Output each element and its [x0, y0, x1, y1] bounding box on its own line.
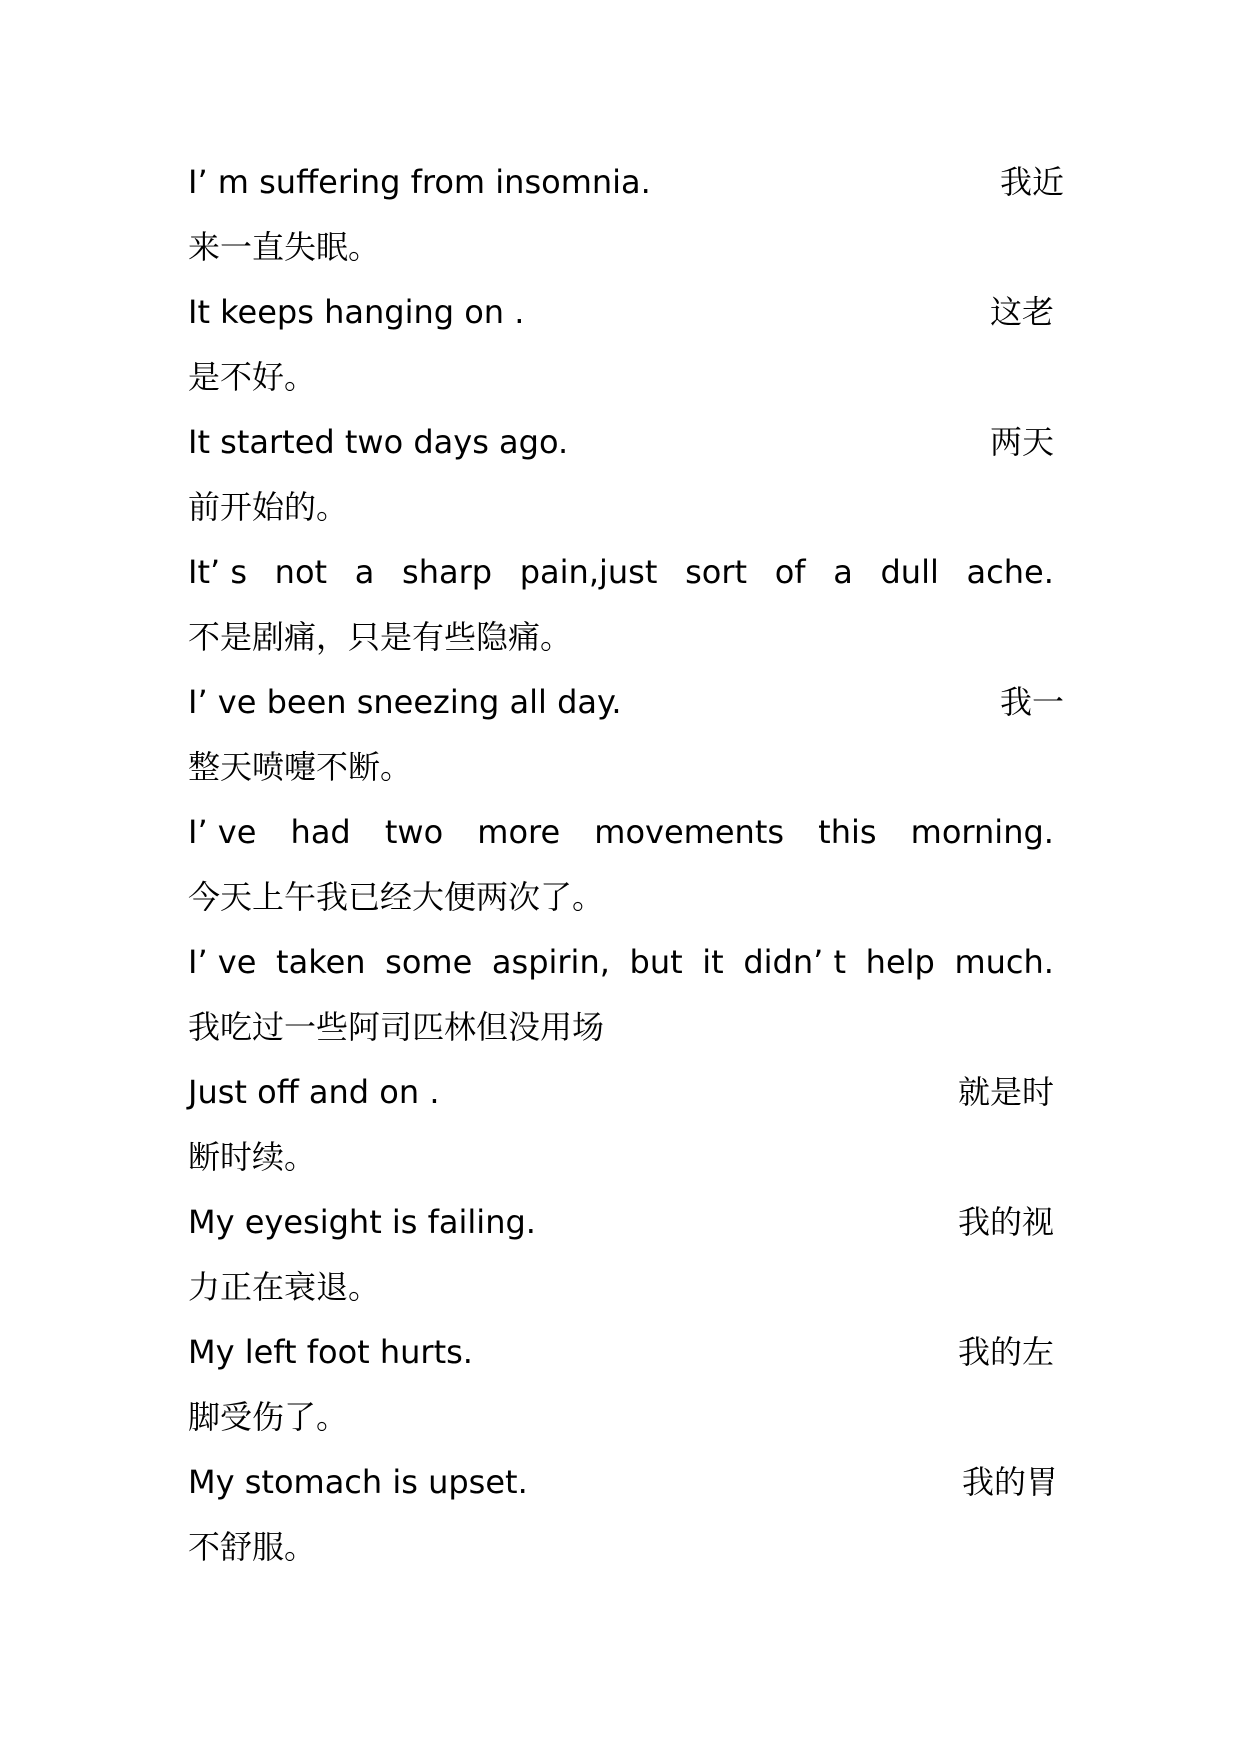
entry-8-line-2 — [188, 1125, 1054, 1190]
entry-7-line-1 — [188, 930, 1054, 995]
entry-6-word: movements — [594, 813, 785, 851]
entry-9-chinese-tail: 力正在衰退。 — [188, 1268, 381, 1306]
entry-6-line-1 — [188, 800, 1054, 865]
entry-10-line-1 — [188, 1320, 1054, 1385]
entry-4-word: sort — [685, 553, 748, 591]
entry-10-line-2 — [188, 1385, 1054, 1450]
entry-4-chinese: 不是剧痛，只是有些隐痛。 — [188, 618, 573, 656]
entry-2-chinese-head: 这老 — [989, 293, 1054, 331]
entry-8-line-1 — [188, 1060, 1054, 1125]
entry-1-english: I’ m suffering from insomnia. — [188, 163, 651, 201]
entry-7-line-2 — [188, 995, 1054, 1060]
entry-7-word: help — [865, 943, 935, 981]
entry-11-line-1 — [188, 1450, 1058, 1515]
entry-9-line-1 — [188, 1190, 1054, 1255]
entry-10-english: My left foot hurts. — [188, 1333, 473, 1371]
entry-5-chinese-head: 我一 — [999, 683, 1064, 721]
entry-3-chinese-head: 两天 — [989, 423, 1054, 461]
entry-4-word: It’ s — [188, 553, 247, 591]
entry-4-word: sharp — [402, 553, 493, 591]
entry-6-chinese: 今天上午我已经大便两次了。 — [188, 878, 605, 916]
entry-4-line-1 — [188, 540, 1054, 605]
entry-3-line-2 — [188, 475, 1054, 540]
entry-5-english: I’ ve been sneezing all day. — [188, 683, 622, 721]
entry-4-word: ache. — [966, 553, 1054, 591]
entry-6-word: had — [290, 813, 351, 851]
entry-4-word: a — [833, 553, 853, 591]
entry-5-line-2 — [188, 735, 1054, 800]
entry-5-line-1 — [188, 670, 1064, 735]
entry-1-line-1 — [188, 150, 1064, 215]
entry-6-word: this — [818, 813, 877, 851]
entry-1-line-2 — [188, 215, 1054, 280]
entry-8-chinese-tail: 断时续。 — [188, 1138, 317, 1176]
entry-4-word: not — [274, 553, 328, 591]
entry-3-english: It started two days ago. — [188, 423, 569, 461]
entry-3-chinese-tail: 前开始的。 — [188, 488, 349, 526]
entry-11-line-2 — [188, 1515, 1054, 1580]
entry-4-word: a — [354, 553, 375, 591]
entry-7-word: some — [385, 943, 473, 981]
entry-4-word: of — [774, 553, 806, 591]
entry-6-word: two — [384, 813, 444, 851]
entry-9-english: My eyesight is failing. — [188, 1203, 536, 1241]
entry-2-chinese-tail: 是不好。 — [188, 358, 317, 396]
entry-6-word: I’ ve — [188, 813, 257, 851]
entry-3-line-1 — [188, 410, 1054, 475]
entry-6-word: more — [477, 813, 561, 851]
entry-9-line-2 — [188, 1255, 1054, 1320]
entry-7-chinese: 我吃过一些阿司匹林但没用场 — [188, 1008, 605, 1046]
entry-8-english: Just off and on . — [188, 1073, 440, 1111]
entry-7-word: didn’ t — [743, 943, 847, 981]
entry-11-english: My stomach is upset. — [188, 1463, 528, 1501]
entry-8-chinese-head: 就是时 — [957, 1073, 1054, 1111]
entry-7-word: it — [702, 943, 724, 981]
entry-7-word: much. — [954, 943, 1054, 981]
entry-4-line-2 — [188, 605, 1054, 670]
entry-1-chinese-tail: 来一直失眠。 — [188, 228, 381, 266]
entry-11-chinese-head: 我的胃 — [961, 1463, 1058, 1501]
entry-9-chinese-head: 我的视 — [957, 1203, 1054, 1241]
entry-6-word: morning. — [910, 813, 1054, 851]
entry-10-chinese-tail: 脚受伤了。 — [188, 1398, 349, 1436]
document-page — [188, 150, 1064, 1580]
entry-7-word: but — [629, 943, 683, 981]
entry-7-word: aspirin, — [491, 943, 610, 981]
entry-2-line-2 — [188, 345, 1054, 410]
entry-10-chinese-head: 我的左 — [957, 1333, 1054, 1371]
entry-1-chinese-head: 我近 — [999, 163, 1064, 201]
entry-6-line-2 — [188, 865, 1054, 930]
entry-7-word: taken — [276, 943, 366, 981]
entry-7-word: I’ ve — [188, 943, 257, 981]
entry-4-word: pain,just — [519, 553, 658, 591]
entry-2-line-1 — [188, 280, 1054, 345]
entry-5-chinese-tail: 整天喷嚏不断。 — [188, 748, 413, 786]
entry-11-chinese-tail: 不舒服。 — [188, 1528, 317, 1566]
entry-2-english: It keeps hanging on . — [188, 293, 525, 331]
entry-4-word: dull — [880, 553, 939, 591]
